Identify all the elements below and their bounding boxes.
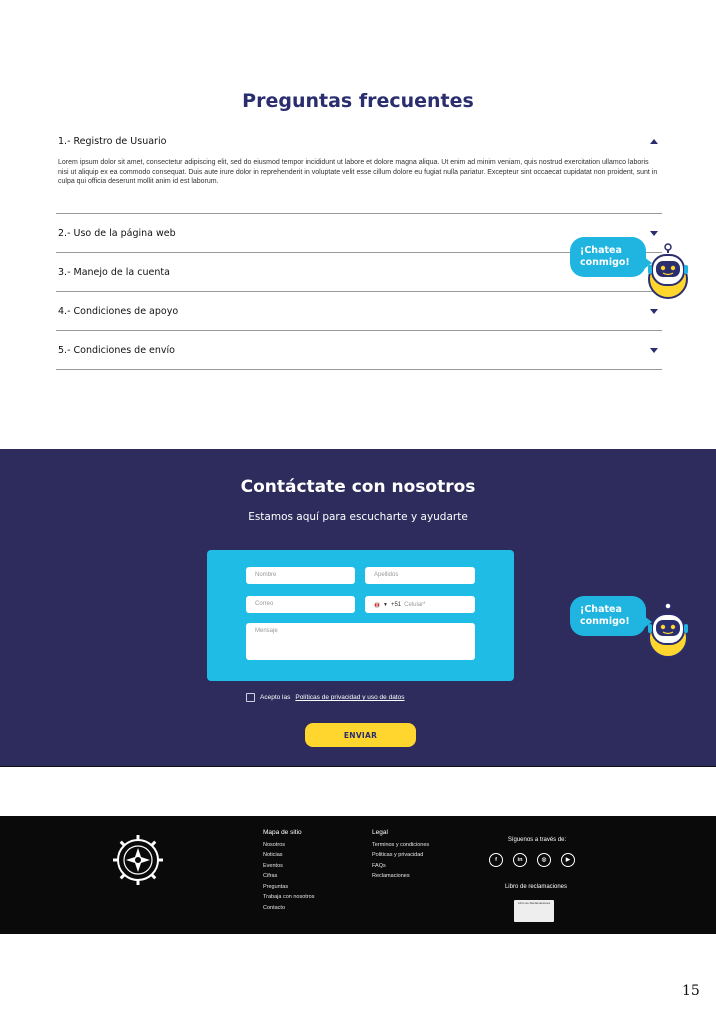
peru-flag-icon[interactable] <box>374 602 380 608</box>
faq-item-condiciones-apoyo[interactable] <box>56 292 662 331</box>
mensaje-field[interactable] <box>246 623 475 660</box>
consent-checkbox[interactable] <box>246 693 255 702</box>
legal-link-reclamaciones[interactable]: Reclamaciones <box>372 873 410 879</box>
faq-title: Preguntas frecuentes <box>242 90 474 112</box>
privacy-policy-link[interactable]: Políticas de privacidad y uso de datos <box>295 694 405 701</box>
sitemap-link-trabaja[interactable]: Trabaja con nosotros <box>263 894 315 900</box>
organization-logo-icon[interactable] <box>110 832 166 888</box>
sitemap-link-eventos[interactable]: Eventos <box>263 862 283 869</box>
mensaje-placeholder: Mensaje <box>255 628 278 634</box>
chevron-down-icon[interactable] <box>650 309 658 314</box>
linkedin-icon[interactable]: in <box>513 853 527 867</box>
complaints-book-icon[interactable] <box>514 900 554 922</box>
chat-bubble[interactable] <box>570 596 646 636</box>
legal-link-privacidad[interactable]: Politicas y privacidad <box>372 852 424 858</box>
robot-icon[interactable] <box>646 243 690 299</box>
faq-header[interactable] <box>56 128 662 154</box>
chevron-down-icon[interactable] <box>650 348 658 353</box>
faq-question: 4.- Condiciones de apoyo <box>58 306 179 317</box>
faq-question: 1.- Registro de Usuario <box>58 135 167 147</box>
sitemap-link-contacto[interactable]: Contacto <box>263 904 286 911</box>
chat-label-line2: conmigo! <box>580 257 630 268</box>
consent-row <box>246 693 404 702</box>
correo-field[interactable] <box>246 596 355 613</box>
legal-title: Legal <box>372 829 388 836</box>
celular-placeholder: Celular* <box>404 601 426 608</box>
complaints-book-text: Libro de Reclamaciones <box>517 901 551 905</box>
faq-header[interactable] <box>56 331 662 370</box>
apellidos-field[interactable] <box>365 567 475 584</box>
phone-code: +51 <box>390 601 402 608</box>
youtube-icon[interactable]: ▶ <box>561 853 575 867</box>
instagram-icon[interactable]: ◎ <box>537 853 551 867</box>
chat-bubble[interactable] <box>570 237 646 277</box>
send-button[interactable]: ENVIAR <box>305 723 416 747</box>
chat-label-line1: ¡Chatea <box>580 245 622 256</box>
chevron-down-icon[interactable] <box>650 231 658 236</box>
social-links <box>489 853 575 867</box>
faq-header[interactable] <box>56 292 662 331</box>
sitemap-link-preguntas[interactable]: Preguntas <box>263 883 289 890</box>
chat-label-line2: conmigo! <box>580 616 630 627</box>
faq-item-condiciones-envio[interactable] <box>56 331 662 370</box>
chevron-down-icon[interactable]: ▼ <box>383 601 388 608</box>
robot-icon[interactable] <box>646 602 690 658</box>
legal-column <box>372 828 429 882</box>
correo-placeholder: Correo <box>255 601 274 607</box>
faq-answer: Lorem ipsum dolor sit amet, consectetur adipiscing elit, sed do eiusmod tempor incididunt ut labore et dolore magna aliqua. Ut enim ad minim veniam, quis nostrud exercitation ullamco laboris nisi ut aliquip ex ea commodo consequat. Duis aute irure dolor in reprehenderit in voluptate velit esse cillum dolore eu fugiat nulla pariatur. Excepteur sint occaecat cupidatat non proident, sunt in culpa qui officia deserunt mollit anim id est laborum. <box>58 159 658 185</box>
apellidos-placeholder: Apellidos <box>374 572 399 578</box>
legal-link-faqs[interactable]: FAQs <box>372 862 386 869</box>
legal-link-terminos[interactable]: Terminos y condiciones <box>372 841 430 848</box>
sitemap-link-noticias[interactable]: Noticias <box>263 852 283 858</box>
faq-question: 5.- Condiciones de envío <box>58 345 175 356</box>
sitemap-title: Mapa de sitio <box>263 829 302 836</box>
nombre-placeholder: Nombre <box>255 572 277 578</box>
chat-widget[interactable] <box>570 237 700 297</box>
facebook-icon[interactable]: f <box>489 853 503 867</box>
celular-field[interactable] <box>365 596 475 613</box>
faq-question: 3.- Manejo de la cuenta <box>58 267 170 278</box>
contact-subtitle: Estamos aquí para escucharte y ayudarte <box>248 511 468 523</box>
chevron-up-icon[interactable] <box>650 139 658 144</box>
faq-question: 2.- Uso de la página web <box>58 228 176 239</box>
follow-label: Síguenos a través de: <box>507 837 567 843</box>
sitemap-column <box>263 828 314 913</box>
chat-widget[interactable] <box>570 596 700 656</box>
contact-form <box>207 550 514 681</box>
chat-label-line1: ¡Chatea <box>580 604 622 615</box>
contact-title: Contáctate con nosotros <box>240 477 476 497</box>
sitemap-link-nosotros[interactable]: Nosotros <box>263 841 286 848</box>
consent-text: Acepto las <box>260 694 291 701</box>
complaints-book-label: Libro de reclamaciones <box>504 884 568 890</box>
page-number: 15 <box>682 983 700 999</box>
faq-item-registro[interactable] <box>56 128 662 214</box>
sitemap-link-cifras[interactable]: Cifras <box>263 873 278 879</box>
nombre-field[interactable] <box>246 567 355 584</box>
footer <box>0 816 716 934</box>
